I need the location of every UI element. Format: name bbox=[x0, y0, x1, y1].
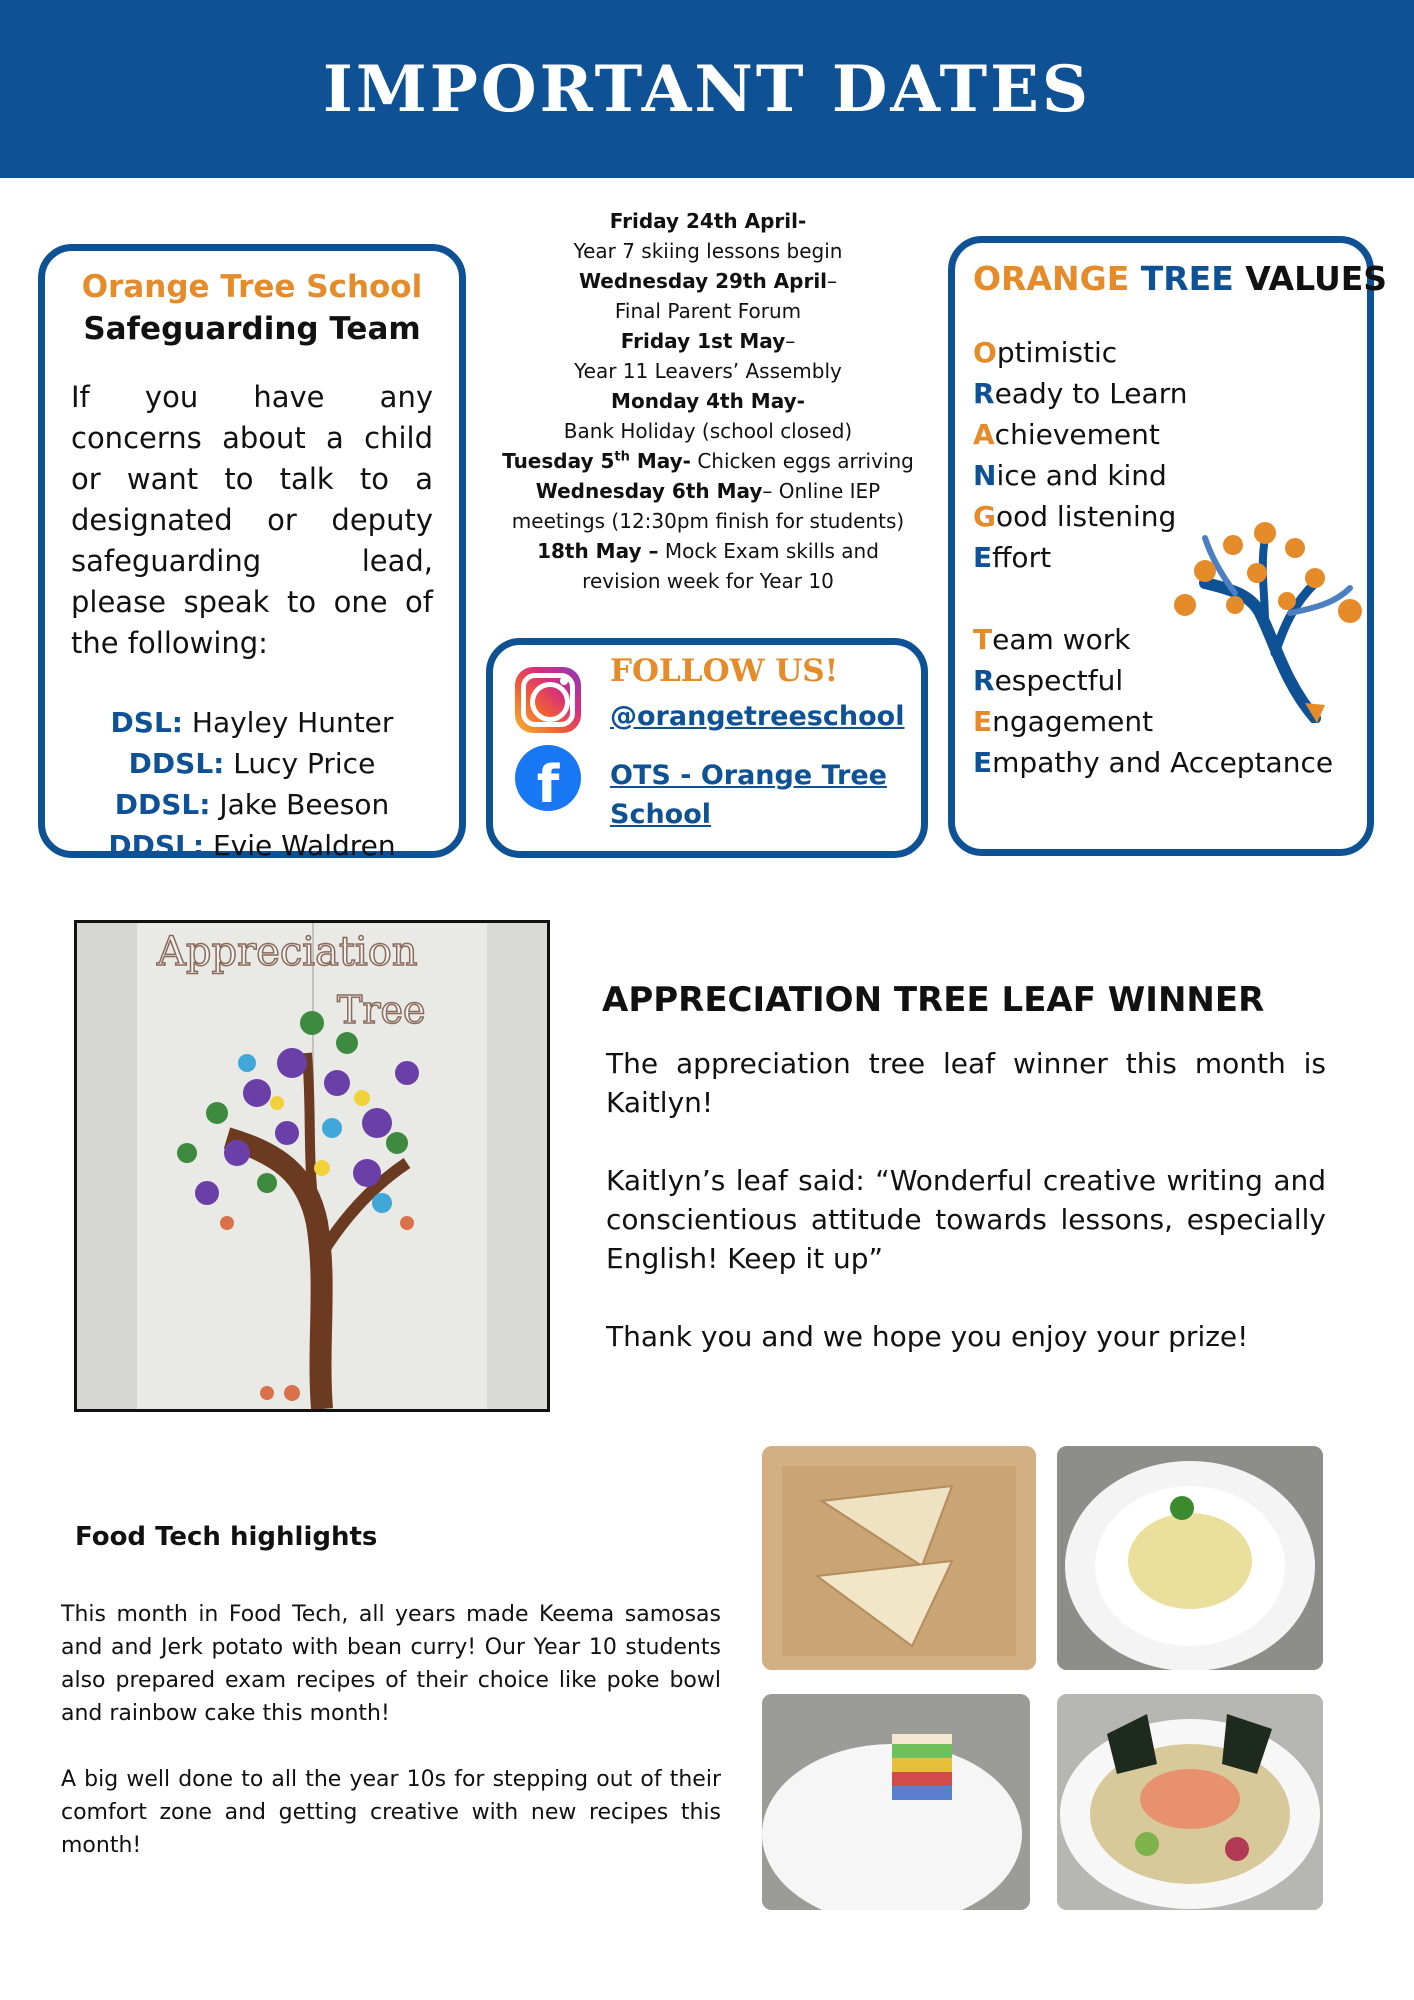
instagram-link[interactable]: @orangetreeschool bbox=[610, 701, 905, 732]
appreciation-body bbox=[606, 1044, 1326, 1395]
appreciation-photo-text: Tree bbox=[337, 988, 426, 1032]
date-line: Monday 4th May- bbox=[611, 389, 805, 413]
value-rest: eady to Learn bbox=[994, 377, 1188, 410]
poke-bowl-photo bbox=[1057, 1694, 1323, 1910]
staff-role: DSL: bbox=[110, 706, 183, 739]
safeguarding-team-title: Safeguarding Team bbox=[83, 311, 421, 347]
date-line bbox=[492, 266, 924, 296]
appreciation-paragraph: Thank you and we hope you enjoy your prize! bbox=[606, 1320, 1249, 1353]
potato-curry-photo bbox=[1057, 1446, 1323, 1670]
date-line: Friday 24th April- bbox=[609, 209, 807, 233]
date-line bbox=[492, 446, 924, 476]
date-label: Wednesday 29th April bbox=[578, 269, 828, 293]
value-item bbox=[973, 742, 1357, 783]
value-item bbox=[973, 373, 1357, 414]
value-rest: eam work bbox=[992, 623, 1131, 656]
staff-row bbox=[71, 825, 433, 866]
value-rest: chievement bbox=[994, 418, 1160, 451]
date-label: Tuesday 5 bbox=[502, 449, 615, 473]
staff-role: DDSL: bbox=[114, 788, 211, 821]
value-initial: O bbox=[973, 336, 997, 369]
staff-row bbox=[71, 702, 433, 743]
important-dates-list bbox=[492, 206, 924, 596]
date-superscript: th bbox=[614, 449, 630, 465]
value-initial: E bbox=[973, 705, 993, 738]
appreciation-photo-text: Appreciation bbox=[157, 929, 418, 975]
value-rest: ptimistic bbox=[996, 336, 1118, 369]
date-label: 18th May – bbox=[537, 539, 659, 563]
date-dash: – bbox=[785, 329, 796, 353]
value-rest: ffort bbox=[992, 541, 1052, 574]
date-line: meetings (12:30pm finish for students) bbox=[511, 509, 905, 533]
follow-us-panel bbox=[486, 638, 928, 858]
date-line bbox=[492, 476, 924, 506]
date-label: May- bbox=[629, 449, 691, 473]
appreciation-tree-image bbox=[77, 923, 547, 1409]
staff-name: Hayley Hunter bbox=[183, 706, 394, 739]
date-event: Mock Exam skills and bbox=[658, 539, 879, 563]
food-tech-paragraph: This month in Food Tech, all years made Keema samosas and and Jerk potato with bean curry! Our Year 10 students also prepared exam recipes of their choice like poke bowl and rainbow cake this month! bbox=[61, 1602, 721, 1726]
date-label: Wednesday 6th May bbox=[535, 479, 763, 503]
values-title-orange: ORANGE bbox=[973, 259, 1130, 298]
staff-role: DDSL: bbox=[128, 747, 225, 780]
safeguarding-panel bbox=[38, 244, 466, 862]
staff-name: Jake Beeson bbox=[210, 788, 390, 821]
samosa-photo bbox=[762, 1446, 1036, 1670]
date-line: Year 7 skiing lessons begin bbox=[573, 239, 843, 263]
safeguarding-staff-list bbox=[71, 702, 433, 866]
date-event: Chicken eggs arriving bbox=[690, 449, 914, 473]
food-tech-body bbox=[61, 1598, 721, 1895]
safeguarding-intro: If you have any concerns about a child or want to talk to a designated or deputy safeguarding lead, please speak to one of the following: bbox=[71, 380, 433, 660]
school-name: Orange Tree School bbox=[81, 269, 423, 305]
page-title: IMPORTANT DATES bbox=[322, 51, 1092, 127]
value-rest: ngagement bbox=[992, 705, 1154, 738]
facebook-link[interactable]: OTS - Orange Tree School bbox=[610, 760, 887, 830]
date-line: Bank Holiday (school closed) bbox=[563, 419, 853, 443]
values-title-tree: TREE bbox=[1129, 259, 1234, 298]
staff-name: Evie Waldren bbox=[204, 829, 396, 862]
value-initial: R bbox=[973, 664, 995, 697]
date-line bbox=[492, 326, 924, 356]
value-initial: A bbox=[973, 418, 995, 451]
value-initial: R bbox=[973, 377, 995, 410]
value-rest: ood listening bbox=[995, 500, 1177, 533]
date-line: revision week for Year 10 bbox=[582, 569, 834, 593]
value-item bbox=[973, 332, 1357, 373]
staff-name: Lucy Price bbox=[224, 747, 376, 780]
value-initial: N bbox=[973, 459, 997, 492]
staff-row bbox=[71, 743, 433, 784]
food-tech-paragraph: A big well done to all the year 10s for stepping out of their comfort zone and getting creative with new recipes this month! bbox=[61, 1767, 721, 1858]
date-label: Friday 1st May bbox=[620, 329, 786, 353]
date-dash: – bbox=[827, 269, 838, 293]
value-item bbox=[973, 414, 1357, 455]
value-rest: espectful bbox=[994, 664, 1124, 697]
rainbow-cake-photo bbox=[762, 1694, 1030, 1910]
values-title-values: VALUES bbox=[1233, 259, 1388, 298]
date-event: – Online IEP bbox=[762, 479, 881, 503]
value-item bbox=[973, 455, 1357, 496]
staff-role: DDSL: bbox=[108, 829, 205, 862]
header-banner bbox=[0, 0, 1414, 178]
value-initial: T bbox=[973, 623, 993, 656]
value-initial: G bbox=[973, 500, 996, 533]
value-rest: ice and kind bbox=[996, 459, 1167, 492]
appreciation-paragraph: Kaitlyn’s leaf said: “Wonderful creative writing and conscientious attitude towards lessons, especially English! Keep it up” bbox=[606, 1164, 1326, 1275]
value-initial: E bbox=[973, 746, 993, 779]
value-rest: mpathy and Acceptance bbox=[992, 746, 1334, 779]
facebook-icon[interactable]: f bbox=[515, 745, 581, 811]
appreciation-title: APPRECIATION TREE LEAF WINNER bbox=[602, 980, 1265, 1020]
date-line: Year 11 Leavers’ Assembly bbox=[574, 359, 842, 383]
instagram-icon[interactable] bbox=[515, 667, 581, 733]
tree-logo-icon bbox=[1165, 493, 1365, 723]
values-panel bbox=[948, 236, 1388, 856]
date-line bbox=[492, 536, 924, 566]
food-tech-title: Food Tech highlights bbox=[75, 1522, 378, 1552]
appreciation-paragraph: The appreciation tree leaf winner this month is Kaitlyn! bbox=[606, 1047, 1326, 1119]
date-line: Final Parent Forum bbox=[614, 299, 802, 323]
staff-row bbox=[71, 784, 433, 825]
value-initial: E bbox=[973, 541, 993, 574]
appreciation-tree-photo bbox=[74, 920, 550, 1412]
follow-us-title: FOLLOW US! bbox=[610, 653, 839, 689]
values-title bbox=[973, 259, 1388, 298]
